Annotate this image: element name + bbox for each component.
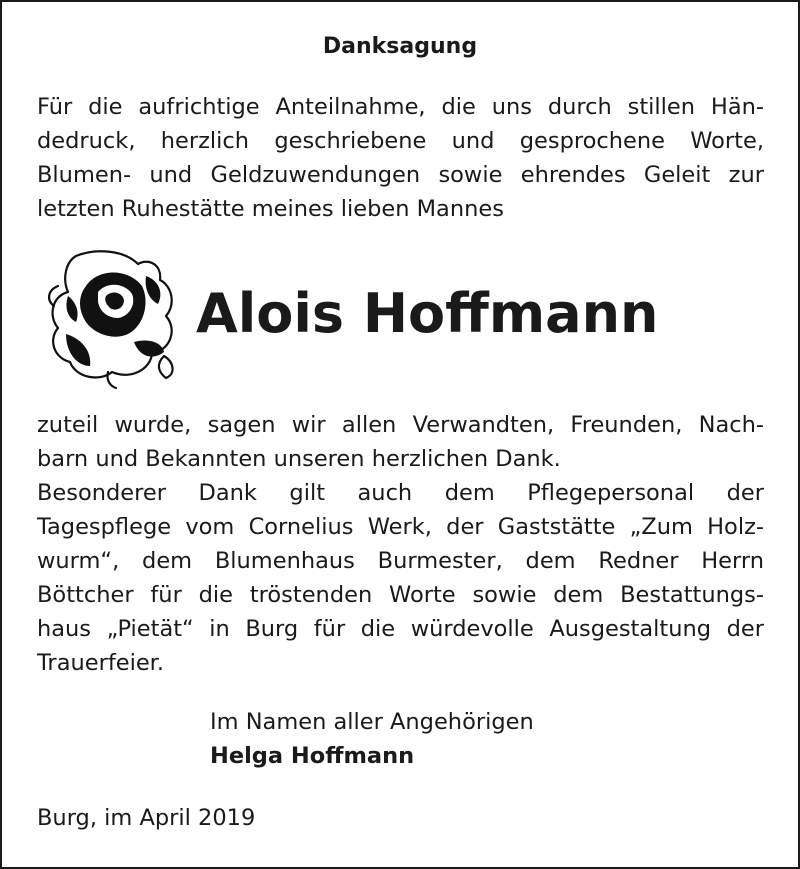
thanks-line: Trauerfeier. — [37, 650, 165, 676]
intro-line: letzten Ruhestätte meines lieben Mannes — [37, 196, 504, 222]
on-behalf-text: Im Namen aller Angehörigen — [210, 709, 534, 735]
intro-line: Blumen- und Geldzuwendungen sowie ehrendes Geleit zur — [37, 162, 764, 188]
deceased-name: Alois Hoffmann — [196, 282, 659, 345]
thanks-line: zuteil wurde, sagen wir allen Verwandten, Freunden, Nach- — [37, 412, 764, 438]
place-date: Burg, im April 2019 — [37, 805, 256, 831]
thanks-line: Böttcher für die tröstenden Worte sowie dem Bestattungs- — [37, 582, 764, 608]
intro-paragraph — [37, 90, 764, 226]
thanks-line: haus „Pietät“ in Burg für die würdevolle Ausgestaltung der — [37, 616, 764, 642]
signature-block — [210, 705, 534, 773]
thanks-line: wurm“, dem Blumenhaus Burmester, dem Redner Herrn — [37, 548, 764, 574]
notice-heading: Danksagung — [322, 34, 478, 59]
thanks-paragraph — [37, 408, 764, 680]
intro-line: Für die aufrichtige Anteilnahme, die uns durch stillen Hän- — [37, 94, 764, 120]
thanks-line: barn und Bekannten unseren herzlichen Dank. — [37, 446, 561, 472]
rose-icon — [46, 246, 182, 390]
thanks-line: Tagespflege vom Cornelius Werk, der Gaststätte „Zum Holz- — [37, 514, 764, 540]
signer-name: Helga Hoffmann — [210, 743, 415, 769]
thanks-line: Besonderer Dank gilt auch dem Pflegepersonal der — [37, 480, 764, 506]
intro-line: dedruck, herzlich geschriebene und gesprochene Worte, — [37, 128, 764, 154]
